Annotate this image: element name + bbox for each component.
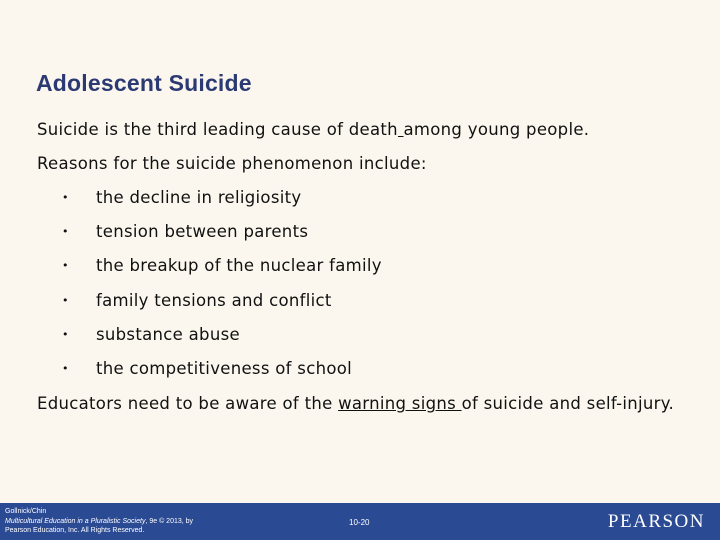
- footer-credit-authors: Gollnick/Chin: [5, 508, 47, 515]
- book-title: Multicultural Education in a Pluralistic Society: [5, 517, 146, 525]
- paragraph-reasons-intro: Reasons for the suicide phenomenon include:: [37, 154, 427, 173]
- bullet-point: •: [62, 225, 69, 239]
- paragraph-warning-signs-start: Educators need to be aware of the: [37, 394, 339, 413]
- bullet-point: •: [62, 191, 69, 204]
- paragraph-leading-cause-start: Suicide is the third leading cause of death: [37, 120, 398, 139]
- page-number: 10-20: [349, 518, 370, 527]
- edition-copyright: , 9e © 2013, by: [145, 517, 194, 525]
- list-item: [60, 323, 382, 357]
- footer-bar: [0, 503, 720, 540]
- list-item: [60, 220, 382, 254]
- list-item-text: the breakup of the nuclear family: [96, 256, 382, 276]
- footer-credit: [5, 507, 193, 536]
- list-item: [60, 254, 382, 288]
- slide-title: Adolescent Suicide: [36, 70, 252, 96]
- list-item-text: the competitiveness of school: [96, 358, 353, 378]
- list-item: [60, 357, 382, 391]
- footer-credit-rights: Pearson Education, Inc. All Rights Reserved.: [5, 527, 145, 534]
- pearson-logo: PEARSON: [607, 511, 705, 532]
- warning-signs-term: warning signs: [338, 394, 462, 413]
- list-item: [60, 289, 382, 323]
- footer-credit-book: [5, 517, 193, 527]
- bullet-point: •: [62, 259, 69, 273]
- paragraph-leading-cause: [37, 118, 589, 141]
- paragraph-warning-signs: [37, 392, 677, 415]
- bullet-point: •: [62, 293, 69, 307]
- list-item-text: family tensions and conflict: [96, 290, 332, 310]
- list-item-text: the decline in religiosity: [96, 188, 302, 207]
- bullet-point: •: [62, 361, 69, 375]
- list-item-text: tension between parents: [96, 222, 309, 242]
- paragraph-leading-cause-end: among young people.: [403, 120, 590, 139]
- bullet-point: •: [62, 327, 69, 341]
- list-item-text: substance abuse: [96, 324, 240, 344]
- paragraph-warning-signs-end: of suicide and self-injury.: [461, 394, 674, 413]
- reasons-list: [60, 186, 382, 391]
- list-item: [60, 186, 382, 220]
